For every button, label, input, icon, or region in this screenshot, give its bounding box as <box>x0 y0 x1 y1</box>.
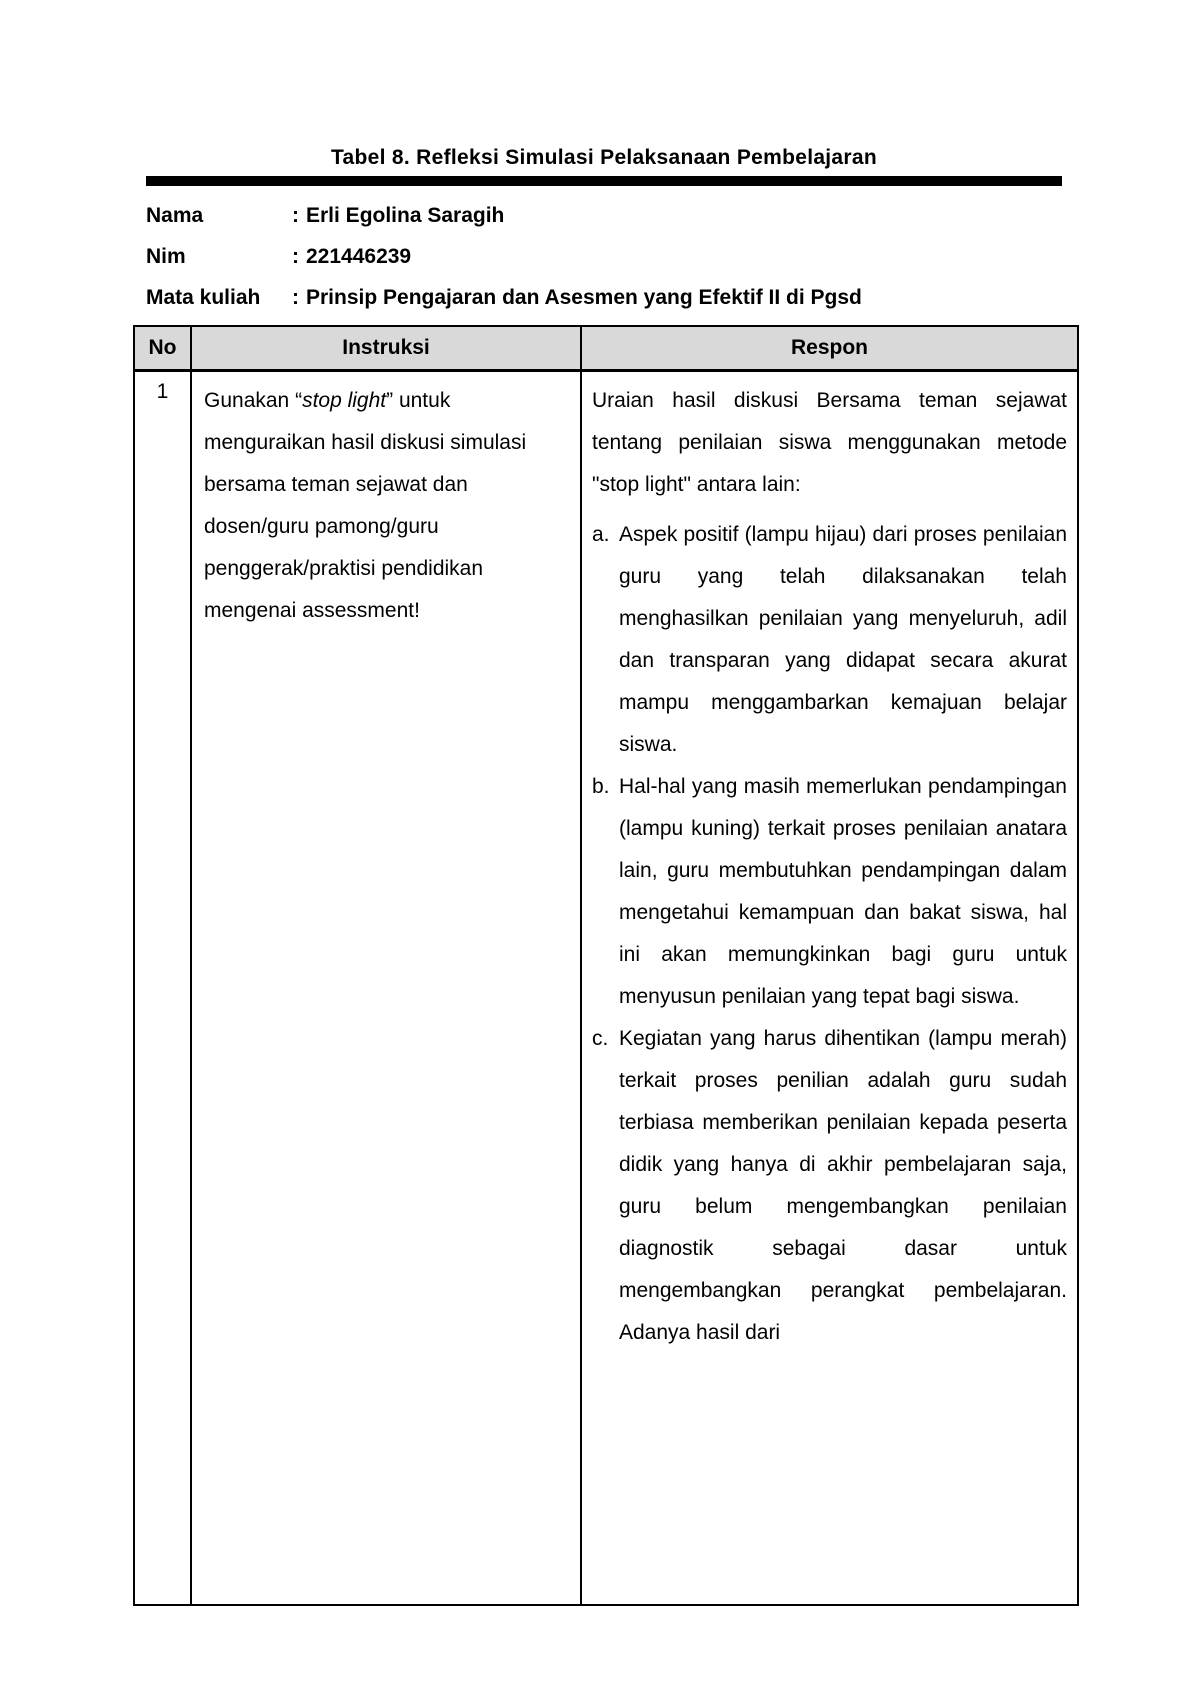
list-item-text: Kegiatan yang harus dihentikan (lampu merah) terkait proses penilian adalah guru sudah terbiasa memberikan penilaian kepada peserta didik yang hanya di akhir pembelajaran saja, guru belum mengembangkan penilaian diagnostik sebagai dasar untuk mengembangkan perangkat pembelajaran. Adanya hasil dari <box>619 1027 1067 1344</box>
reflection-table <box>133 325 1079 1606</box>
nim-separator: : <box>292 245 299 268</box>
table-row <box>134 371 1078 1606</box>
respon-list <box>592 514 1067 1354</box>
instruksi-cell <box>191 371 581 1606</box>
respon-cell <box>581 371 1078 1606</box>
list-marker: a. <box>592 523 610 546</box>
header-instruksi: Instruksi <box>191 326 581 371</box>
title-underline <box>146 176 1062 186</box>
list-item-text: Hal-hal yang masih memerlukan pendampingan (lampu kuning) terkait proses penilaian anatara lain, guru membutuhkan pendampingan dalam mengetahui kemampuan dan bakat siswa, hal ini akan memungkinkan bagi guru untuk menyusun penilaian yang tepat bagi siswa. <box>619 775 1067 1008</box>
nim-label: Nim <box>146 245 186 268</box>
table-header-row <box>134 326 1078 371</box>
list-marker: c. <box>592 1027 609 1050</box>
instruksi-text-italic: stop light <box>302 389 387 412</box>
row-number: 1 <box>134 371 191 1606</box>
list-item-text: Aspek positif (lampu hijau) dari proses penilaian guru yang telah dilaksanakan telah menghasilkan penilaian yang menyeluruh, adil dan transparan yang didapat secara akurat mampu menggambarkan kemajuan belajar siswa. <box>619 523 1067 756</box>
list-item <box>592 514 1067 766</box>
list-marker: b. <box>592 775 610 798</box>
respon-intro: Uraian hasil diskusi Bersama teman sejawat tentang penilaian siswa menggunakan metode "stop light" antara lain: <box>592 389 1067 496</box>
list-item <box>592 766 1067 1018</box>
nama-label: Nama <box>146 204 204 227</box>
instruksi-text-before: Gunakan “ <box>204 389 303 412</box>
list-item <box>592 1018 1067 1354</box>
header-no: No <box>134 326 191 371</box>
mata-kuliah-value: Prinsip Pengajaran dan Asesmen yang Efektif II di Pgsd <box>306 286 862 309</box>
nim-value: 221446239 <box>306 245 412 268</box>
nama-separator: : <box>292 204 299 227</box>
mata-kuliah-label: Mata kuliah <box>146 286 261 309</box>
header-respon: Respon <box>581 326 1078 371</box>
respon-content <box>592 380 1067 1596</box>
table-title: Tabel 8. Refleksi Simulasi Pelaksanaan Pembelajaran <box>330 146 877 169</box>
instruksi-text-after: ” untuk menguraikan hasil diskusi simulasi bersama teman sejawat dan dosen/guru pamong/guru penggerak/praktisi pendidikan mengenai assessment! <box>204 389 527 622</box>
nama-value: Erli Egolina Saragih <box>306 204 505 227</box>
mata-kuliah-separator: : <box>292 286 299 309</box>
